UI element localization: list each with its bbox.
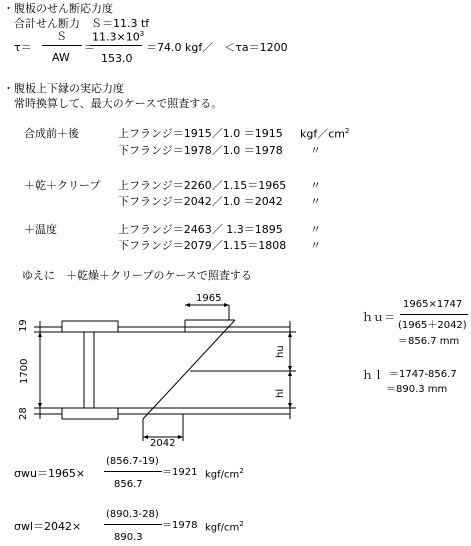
dim-mid-label: 1700: [19, 358, 30, 384]
case-label: 合成前＋後: [24, 127, 79, 140]
hu-result: ＝856.7 mm: [398, 336, 460, 347]
hu-lhs: ｈｕ＝: [362, 311, 395, 324]
sigma-wl-denominator: 890.3: [114, 532, 143, 543]
dim-bot-label: 28: [18, 407, 29, 420]
sigma-wu-denominator: 856.7: [114, 479, 143, 490]
sigma-wl-frac-bar: [104, 524, 162, 525]
section1-heading: ・腹板のせん断応力度: [3, 2, 113, 15]
sigma-wu-result: ＝1921: [162, 467, 198, 478]
case-label: ＋温度: [24, 223, 57, 236]
section2-heading: ・腹板上下縁の実応力度: [3, 82, 124, 95]
upper-flange-shape: [62, 321, 118, 332]
ditto-mark: 〃: [310, 239, 321, 252]
shear-force-line: 合計せん断力 Ｓ＝11.3 tf: [14, 17, 150, 30]
ditto-mark: 〃: [310, 223, 321, 236]
dim-top-label: 19: [18, 319, 29, 332]
frac2-numerator: $11.3\times 10^3$: [92, 30, 145, 44]
hl-lhs: ｈｌ: [362, 369, 384, 382]
lower-flange-shape: [62, 408, 118, 419]
ditto-mark: 〃: [310, 179, 321, 192]
hu-numerator: 1965×1747: [403, 299, 463, 310]
case-label: ＋乾＋クリープ: [24, 179, 101, 192]
lower-flange-value: 下フランジ＝2079／1.15＝1808: [118, 239, 287, 252]
sigma-wl-unit: kgf/$cm^2$: [205, 520, 244, 534]
sigma-wu-numerator: (856.7-19): [106, 456, 159, 467]
hu-denominator: (1965＋2042): [398, 320, 467, 331]
frac1-numerator: Ｓ: [56, 30, 67, 43]
lower-flange-value: 下フランジ＝1978／1.0 ＝1978: [118, 144, 283, 157]
ditto-mark: 〃: [310, 195, 321, 208]
stress-diagonal: [143, 320, 235, 419]
sigma-wu-lhs: σwu＝1965×: [14, 467, 86, 480]
hu-frac-bar: [400, 314, 468, 315]
conclusion-text: ゆえに ＋乾燥＋クリープのケースで照査する: [22, 269, 252, 282]
stress-unit: $kgf/cm^2$: [300, 127, 350, 141]
upper-flange-value: 上フランジ＝2260／1.15＝1965: [118, 179, 287, 192]
lower-flange-value: 下フランジ＝2042／1.0 ＝2042: [118, 195, 283, 208]
hu-dim-label: hu: [275, 345, 286, 358]
section2-note: 常時換算して、最大のケースで照査する。: [14, 97, 223, 110]
frac2-denominator: 153.0: [101, 52, 133, 65]
tau-result: ＝74.0 kgf／ ＜τa＝1200: [146, 41, 288, 54]
tau-lhs: τ＝: [14, 41, 32, 54]
frac1-denominator: AW: [52, 51, 70, 64]
sigma-wl-lhs: σwl＝2042×: [14, 520, 82, 533]
frac-equals: ＝: [84, 41, 95, 54]
sigma-wu-unit: kgf/$cm^2$: [205, 467, 244, 481]
upper-flange-value: 上フランジ＝2463／ 1.3＝1895: [118, 223, 283, 236]
ditto-mark: 〃: [310, 144, 321, 157]
hl-line1: ＝1747-856.7: [389, 369, 457, 380]
sigma-wl-numerator: (890.3-28): [106, 509, 159, 520]
upper-flange-value: 上フランジ＝1915／1.0 ＝1915: [118, 127, 283, 140]
bottom-stress-label: 2042: [150, 438, 176, 449]
sigma-wl-result: ＝1978: [162, 520, 198, 531]
hl-dim-label: hl: [275, 388, 286, 398]
sigma-wu-frac-bar: [104, 471, 162, 472]
top-stress-label: 1965: [196, 293, 222, 304]
hl-result: ＝890.3 mm: [386, 384, 448, 395]
